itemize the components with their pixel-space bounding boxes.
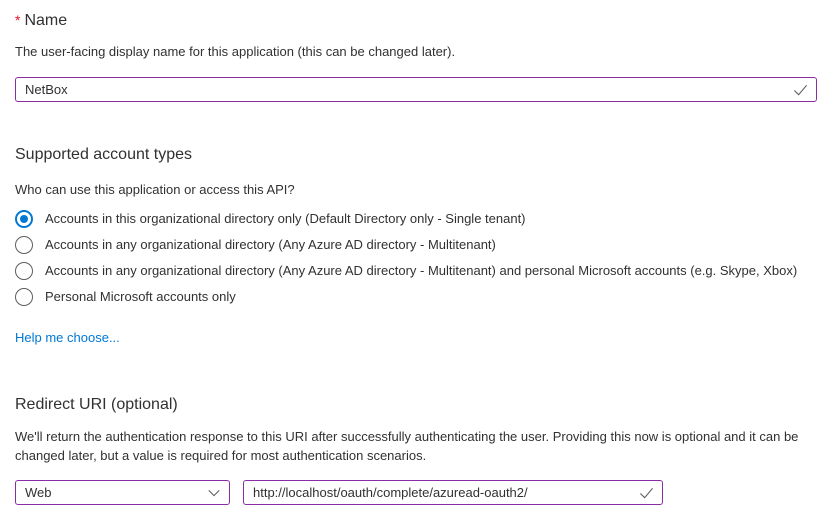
account-type-option[interactable] bbox=[15, 206, 815, 232]
account-type-option[interactable] bbox=[15, 258, 815, 284]
redirect-uri-row bbox=[15, 480, 815, 505]
register-application-form bbox=[0, 10, 829, 505]
radio-button-icon bbox=[15, 262, 33, 280]
chevron-down-icon bbox=[207, 486, 221, 500]
required-asterisk: * bbox=[15, 12, 21, 28]
supported-account-types-heading: Supported account types bbox=[15, 146, 193, 163]
redirect-uri-input[interactable] bbox=[244, 485, 662, 500]
account-type-option-label: Accounts in this organizational directory only (Default Directory only - Single tenant) bbox=[45, 211, 526, 226]
redirect-uri-heading: Redirect URI (optional) bbox=[15, 396, 178, 413]
platform-select[interactable] bbox=[15, 480, 230, 505]
account-type-option[interactable] bbox=[15, 284, 815, 310]
name-input[interactable] bbox=[16, 82, 816, 97]
name-heading-label: Name bbox=[24, 12, 68, 29]
radio-button-icon bbox=[15, 288, 33, 306]
account-type-option-label: Accounts in any organizational directory (Any Azure AD directory - Multitenant) bbox=[45, 237, 496, 252]
radio-button-icon bbox=[15, 236, 33, 254]
account-types-question: Who can use this application or access this API? bbox=[15, 182, 295, 197]
redirect-uri-field bbox=[243, 480, 663, 505]
radio-button-icon bbox=[15, 210, 33, 228]
checkmark-icon bbox=[793, 82, 808, 97]
name-heading bbox=[15, 10, 815, 31]
redirect-uri-description: We'll return the authentication response to this URI after successfully authenticating the user. Providing this now is optional and it can be changed later, but a value is required for most authentication scenarios. bbox=[15, 429, 799, 463]
account-type-option-label: Personal Microsoft accounts only bbox=[45, 289, 236, 304]
checkmark-icon bbox=[639, 485, 654, 500]
account-type-options bbox=[15, 206, 815, 310]
account-type-option[interactable] bbox=[15, 232, 815, 258]
platform-select-value: Web bbox=[25, 485, 52, 500]
help-me-choose-link[interactable]: Help me choose... bbox=[15, 330, 120, 345]
name-field bbox=[15, 77, 817, 102]
account-type-option-label: Accounts in any organizational directory (Any Azure AD directory - Multitenant) and personal Microsoft accounts (e.g. Skype, Xbox) bbox=[45, 263, 798, 278]
name-description: The user-facing display name for this application (this can be changed later). bbox=[15, 44, 456, 59]
